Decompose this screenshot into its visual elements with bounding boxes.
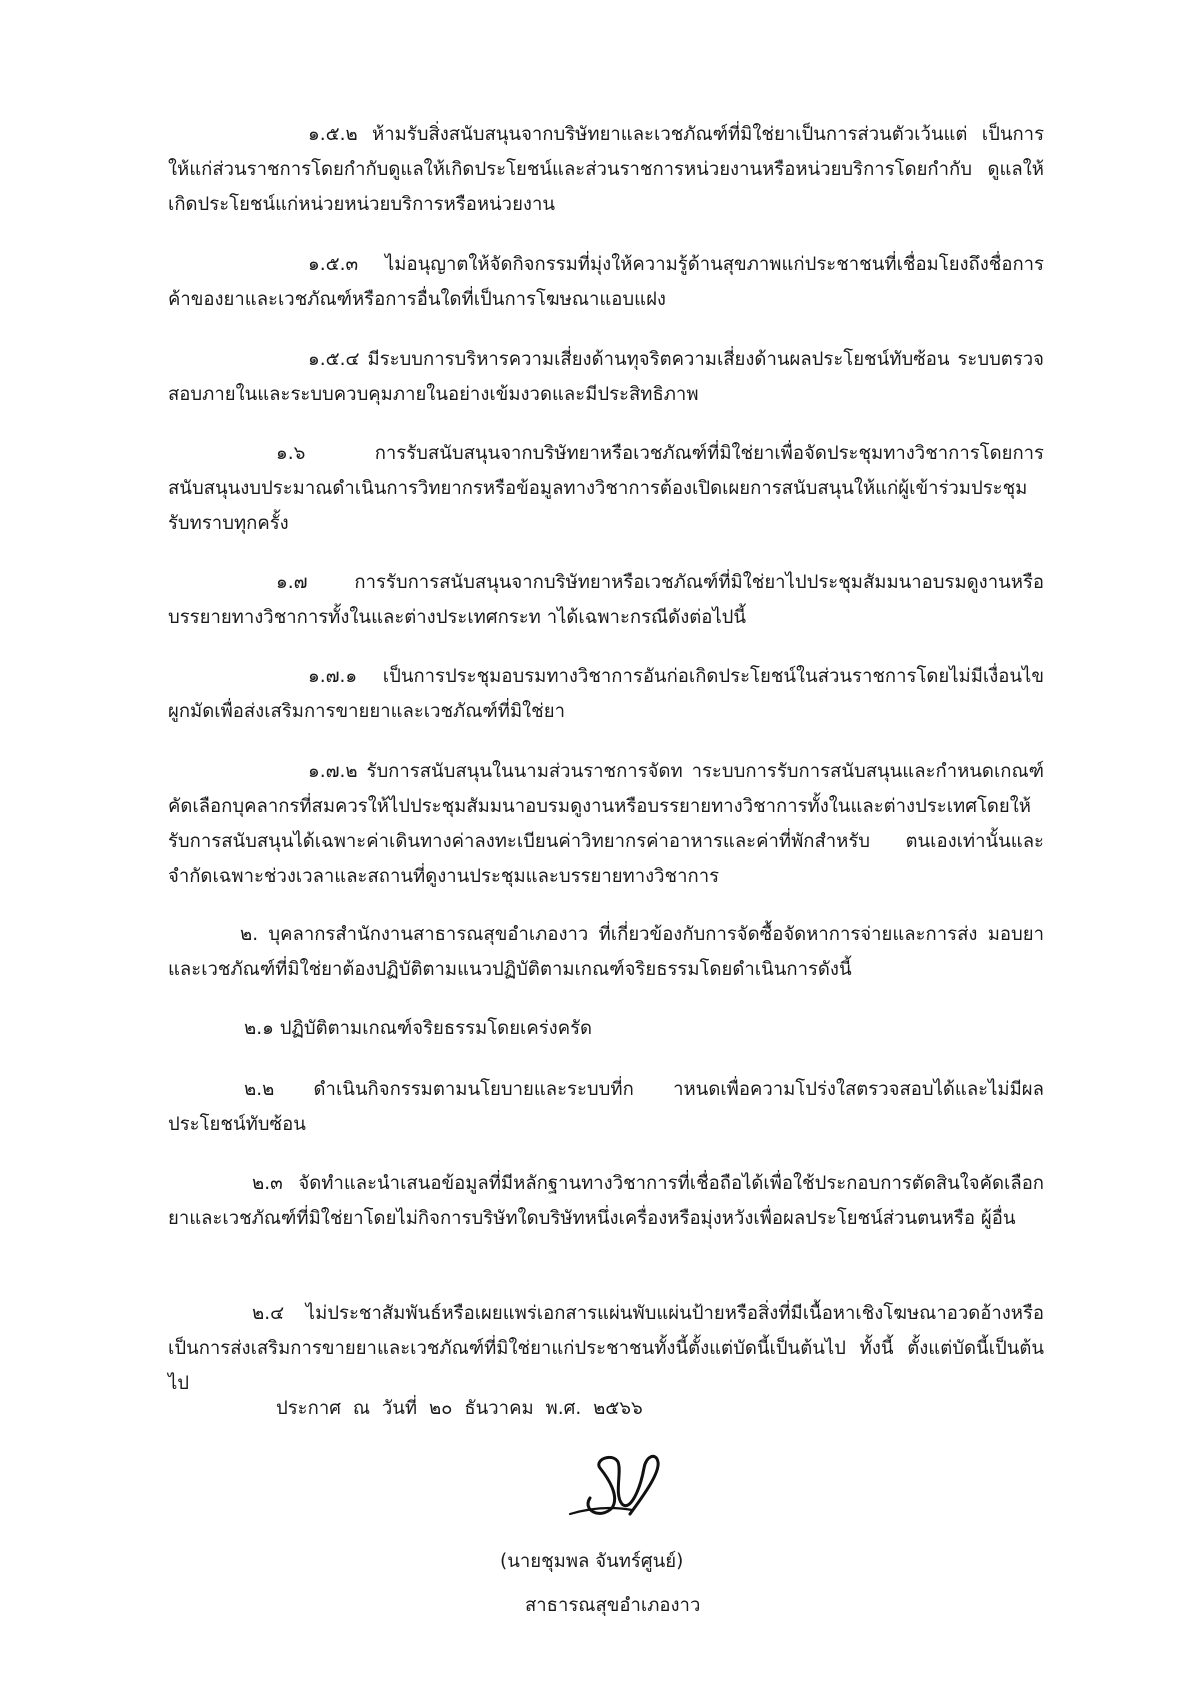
announcement-date-line: ประกาศ ณ วันที่ ๒๐ ธันวาคม พ.ศ. ๒๕๖๖ [276, 1398, 643, 1419]
paragraph-2 [168, 917, 1044, 987]
paragraph-1-7-1 [168, 659, 1044, 729]
paragraph-text: ๑.๖ การรับสนับสนุนจากบริษัทยาหรือเวชภัณฑ์ที่มิใช่ยาเพื่อจัดประชุมทางวิชาการโดยการสนับสนุนงบประมาณดำเนินการวิทยากรหรือข้อมูลทางวิชาการต้องเปิดเผยการสนับสนุนให้แก่ผู้เข้าร่วมประชุม รับทราบทุกครั้ง [168, 443, 1044, 534]
signatory-name: (นายชุมพล จันทร์ศูนย์) [500, 1551, 684, 1572]
paragraph-text: ๒.๓ จัดทำและนำเสนอข้อมูลที่มีหลักฐานทางวิชาการที่เชื่อถือได้เพื่อใช้ประกอบการตัดสินใจคัดเลือกยาและเวชภัณฑ์ที่มิใช่ยาโดยไม่กิจการบริษัทใดบริษัทหนึ่งเครื่องหรือมุ่งหวังเพื่อผลประโยชน์ส่วนตนหรือ ผู้อื่น [168, 1173, 1044, 1229]
paragraph-1-5-4 [168, 342, 1044, 412]
paragraph-2-1 [168, 1011, 1044, 1046]
paragraph-text: ๒.๒ ดำเนินกิจกรรมตามนโยบายและระบบที่ก าหนดเพื่อความโปร่งใสตรวจสอบได้และไม่มีผลประโยชน์ทับซ้อน [168, 1079, 1044, 1135]
paragraph-1-5-2 [168, 117, 1044, 222]
signature-mark [560, 1438, 670, 1528]
paragraph-text: ๑.๕.๓ ไม่อนุญาตให้จัดกิจกรรมที่มุ่งให้ความรู้ด้านสุขภาพแก่ประชาชนที่เชื่อมโยงถึงชื่อการค้าของยาและเวชภัณฑ์หรือการอื่นใดที่เป็นการโฆษณาแอบแฝง [168, 254, 1044, 310]
paragraph-text: ๑.๗.๑ เป็นการประชุมอบรมทางวิชาการอันก่อเกิดประโยชน์ในส่วนราชการโดยไม่มีเงื่อนไขผูกมัดเพื่อส่งเสริมการขายยาและเวชภัณฑ์ที่มิใช่ยา [168, 666, 1044, 722]
paragraph-1-6 [168, 436, 1044, 541]
paragraph-2-3 [168, 1166, 1044, 1236]
paragraph-2-4 [168, 1296, 1044, 1401]
paragraph-text: ๑.๗.๒ รับการสนับสนุนในนามส่วนราชการจัดท าระบบการรับการสนับสนุนและกำหนดเกณฑ์คัดเลือกบุคลากรที่สมควรให้ไปประชุมสัมมนาอบรมดูงานหรือบรรยายทางวิชาการทั้งในและต่างประเทศโดยให้รับการสนับสนุนได้เฉพาะค่าเดินทางค่าลงทะเบียนค่าวิทยากรค่าอาหารและค่าที่พักสำหรับ ตนเองเท่านั้นและจำกัดเฉพาะช่วงเวลาและสถานที่ดูงานประชุมและบรรยายทางวิชาการ [168, 761, 1044, 887]
paragraph-text: ๑.๕.๒ ห้ามรับสิ่งสนับสนุนจากบริษัทยาและเวชภัณฑ์ที่มิใช่ยาเป็นการส่วนตัวเว้นแต่ เป็นการให้แก่ส่วนราชการโดยกำกับดูแลให้เกิดประโยชน์และส่วนราชการหน่วยงานหรือหน่วยบริการโดยกำกับ ดูแลให้เกิดประโยชน์แก่หน่วยหน่วยบริการหรือหน่วยงาน [168, 124, 1044, 215]
paragraph-text: ๒.๔ ไม่ประชาสัมพันธ์หรือเผยแพร่เอกสารแผ่นพับแผ่นป้ายหรือสิ่งที่มีเนื้อหาเชิงโฆษณาอวดอ้างหรือเป็นการส่งเสริมการขายยาและเวชภัณฑ์ที่มิใช่ยาแก่ประชาชนทั้งนี้ตั้งแต่บัดนี้เป็นต้นไป ทั้งนี้ ตั้งแต่บัดนี้เป็นต้นไป [168, 1303, 1044, 1394]
paragraph-1-7-2 [168, 754, 1044, 894]
paragraph-text: ๑.๕.๔ มีระบบการบริหารความเสี่ยงด้านทุจริตความเสี่ยงด้านผลประโยชน์ทับซ้อน ระบบตรวจสอบภายในและระบบควบคุมภายในอย่างเข้มงวดและมีประสิทธิภาพ [168, 349, 1044, 405]
paragraph-text: ๒. บุคลากรสำนักงานสาธารณสุขอำเภองาว ที่เกี่ยวข้องกับการจัดซื้อจัดหาการจ่ายและการส่ง มอบยาและเวชภัณฑ์ที่มิใช่ยาต้องปฏิบัติตามแนวปฏิบัติตามเกณฑ์จริยธรรมโดยดำเนินการดังนี้ [168, 924, 1044, 980]
paragraph-1-5-3 [168, 247, 1044, 317]
paragraph-1-7 [168, 565, 1044, 635]
paragraph-text: ๑.๗ การรับการสนับสนุนจากบริษัทยาหรือเวชภัณฑ์ที่มิใช่ยาไปประชุมสัมมนาอบรมดูงานหรือ บรรยายทางวิชาการทั้งในและต่างประเทศกระท าได้เฉพาะกรณีดังต่อไปนี้ [168, 572, 1044, 628]
signatory-title: สาธารณสุขอำเภองาว [525, 1595, 701, 1616]
paragraph-2-2 [168, 1072, 1044, 1142]
paragraph-text: ๒.๑ ปฏิบัติตามเกณฑ์จริยธรรมโดยเคร่งครัด [244, 1018, 593, 1039]
